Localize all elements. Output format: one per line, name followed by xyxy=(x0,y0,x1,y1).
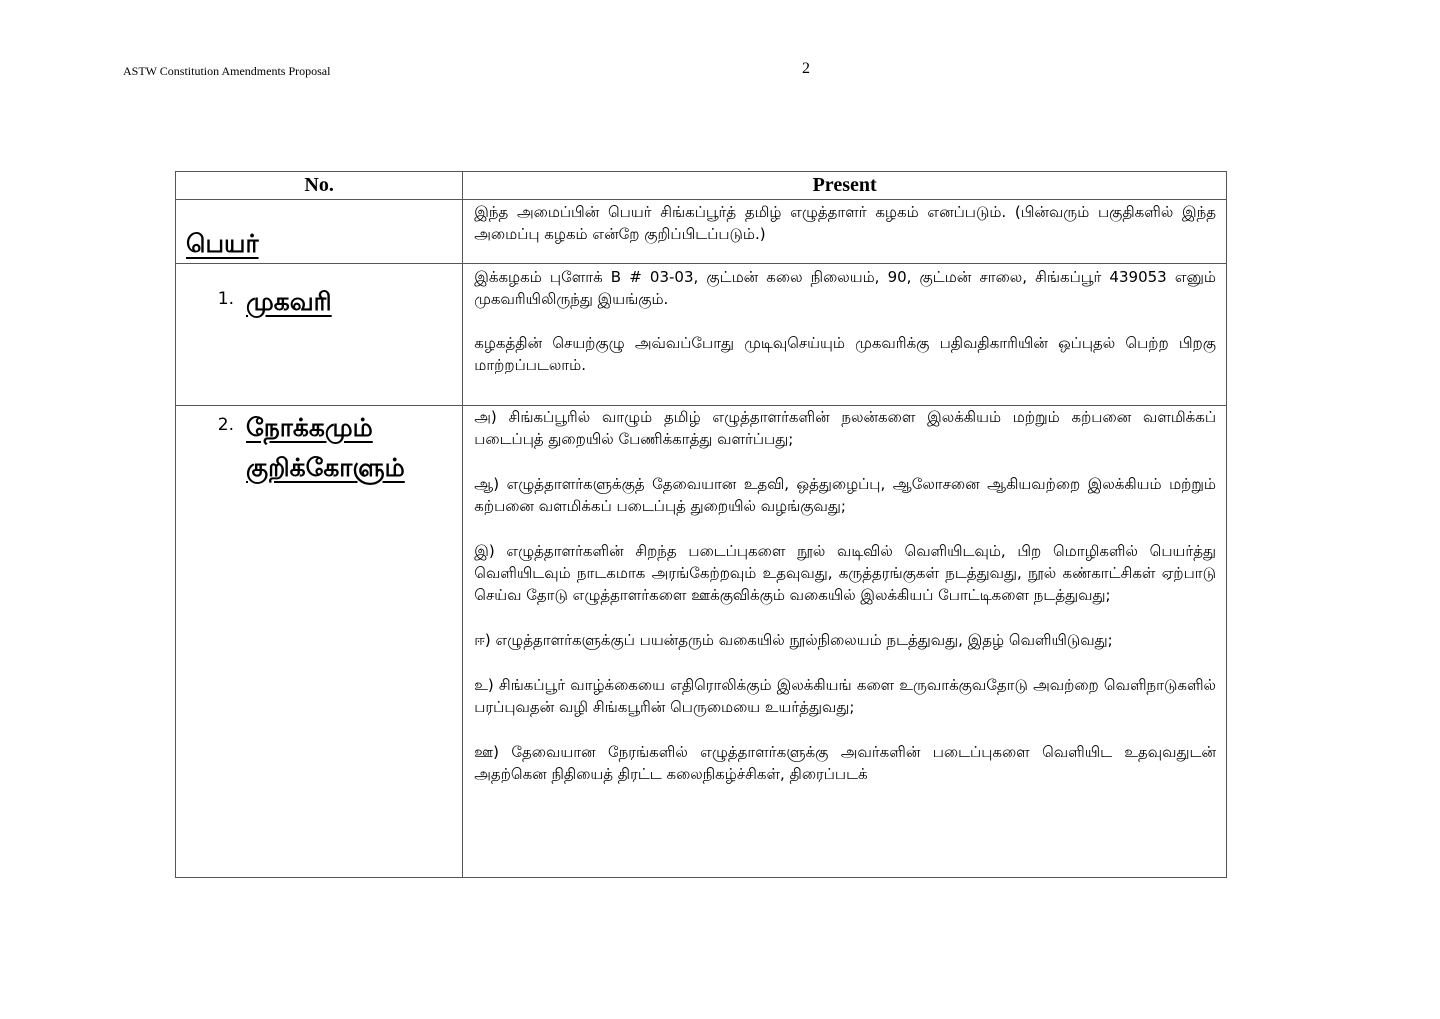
clause-text: இக்கழகம் புளோக் B # 03-03, குட்மன் கலை நிலையம், 90, குட்மன் சாலை, சிங்கப்பூர் 439053 எனும் முகவரியிலிருந்து இயங்கும். xyxy=(474,268,1216,308)
clause-text: இந்த அமைப்பின் பெயர் சிங்கப்பூர்த் தமிழ் எழுத்தாளர் கழகம் எனப்படும். (பின்வரும் பகுதிகளில் இந்த அமைப்பு கழகம் என்றே குறிப்பிடப்படும்.) xyxy=(474,203,1216,243)
table-row xyxy=(176,200,1227,264)
clause-text: ஊ) தேவையான நேரங்களில் எழுத்தாளர்களுக்கு அவர்களின் படைப்புகளை வெளியிட உதவுவதுடன் அதற்கென நிதியைத் திரட்ட கலைநிகழ்ச்சிகள், திரைப்படக் xyxy=(474,743,1216,783)
section-number: 1. xyxy=(217,289,234,309)
present-cell xyxy=(463,200,1227,264)
present-cell xyxy=(463,406,1227,878)
section-cell xyxy=(176,200,463,264)
clause-text: ஈ) எழுத்தாளர்களுக்குப் பயன்தரும் வகையில் நூல்நிலையம் நடத்துவது, இதழ் வெளியிடுவது; xyxy=(474,631,1113,649)
table-header-row xyxy=(176,172,1227,200)
clause-text: இ) எழுத்தாளர்களின் சிறந்த படைப்புகளை நூல் வடிவில் வெளியிடவும், பிற மொழிகளில் பெயர்த்து வெளியிடவும் நாடகமாக அரங்கேற்றவும் உதவுவது, கருத்தரங்குகள் நடத்துவது, நூல் கண்காட்சிகள் ஏற்பாடு செய்வ தோடு எழுத்தாளர்களை ஊக்குவிக்கும் வகையில் இலக்கியப் போட்டிகளை நடத்துவது; xyxy=(474,542,1216,604)
clause-text: அ) சிங்கப்பூரில் வாழும் தமிழ் எழுத்தாளர்களின் நலன்களை இலக்கியம் மற்றும் கற்பனை வளமிக்கப் படைப்புத் துறையில் பேணிக்காத்து வளர்ப்பது; xyxy=(474,408,1216,448)
section-number: 2. xyxy=(217,415,234,435)
section-heading-objectives xyxy=(246,408,405,488)
amendments-table xyxy=(175,171,1227,878)
heading-line: நோக்கமும் xyxy=(246,413,373,442)
section-heading-name: பெயர் xyxy=(186,229,259,258)
section-cell xyxy=(176,406,463,878)
table-row xyxy=(176,406,1227,878)
section-cell xyxy=(176,264,463,406)
clause-text: உ) சிங்கப்பூர் வாழ்க்கையை எதிரொலிக்கும் இலக்கியங் களை உருவாக்குவதோடு அவற்றை வெளிநாடுகளில் பரப்புவதன் வழி சிங்கபூரின் பெருமையை உயர்த்துவது; xyxy=(474,676,1216,716)
section-heading-address: முகவரி xyxy=(246,287,332,316)
clause-text: கழகத்தின் செயற்குழு அவ்வப்போது முடிவுசெய்யும் முகவரிக்கு பதிவதிகாரியின் ஒப்புதல் பெற்ற பிறகு மாற்றப்படலாம். xyxy=(474,334,1216,374)
column-header-present: Present xyxy=(463,172,1227,200)
clause-text: ஆ) எழுத்தாளர்களுக்குத் தேவையான உதவி, ஒத்துழைப்பு, ஆலோசனை ஆகியவற்றை இலக்கியம் மற்றும் கற்பனை வளமிக்கப் படைப்புத் துறையில் வழங்குவது; xyxy=(474,475,1216,515)
document-title: ASTW Constitution Amendments Proposal xyxy=(123,64,331,78)
column-header-no: No. xyxy=(176,172,463,200)
heading-line: குறிக்கோளும் xyxy=(246,453,405,482)
table-row xyxy=(176,264,1227,406)
page-number: 2 xyxy=(802,60,810,77)
present-cell xyxy=(463,264,1227,406)
